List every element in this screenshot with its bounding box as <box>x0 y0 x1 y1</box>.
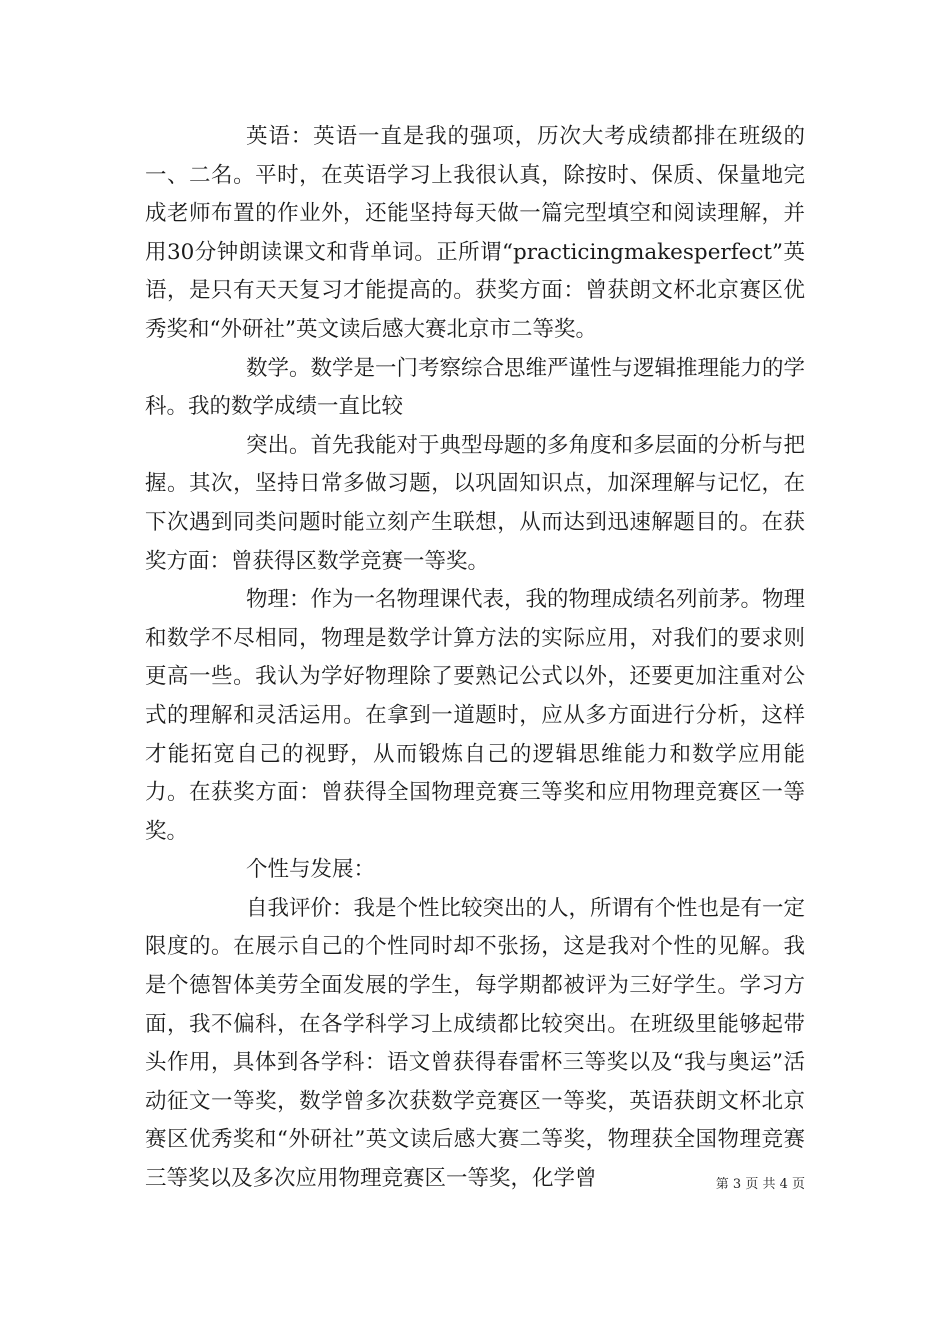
document-body <box>145 118 805 1199</box>
paragraph-physics: 物理：作为一名物理课代表，我的物理成绩名列前茅。物理和数学不尽相同，物理是数学计算方法的实际应用，对我们的要求则更高一些。我认为学好物理除了要熟记公式以外，还要更加注重对公式的理解和灵活运用。在拿到一道题时，应从多方面进行分析，这样才能拓宽自己的视野，从而锻炼自己的逻辑思维能力和数学应用能力。在获奖方面：曾获得全国物理竞赛三等奖和应用物理竞赛区一等奖。 <box>145 587 806 844</box>
section-heading-personality: 个性与发展： <box>246 857 376 883</box>
page-number: 第 3 页 共 4 页 <box>715 1177 805 1192</box>
paragraph-math: 数学。数学是一门考察综合思维严谨性与逻辑推理能力的学科。我的数学成绩一直比较 <box>145 355 806 420</box>
paragraph-math-continued: 突出。首先我能对于典型母题的多角度和多层面的分析与把握。其次，坚持日常多做习题，以巩固知识点，加深理解与记忆，在下次遇到同类问题时能立刻产生联想，从而达到迅速解题目的。在获奖方面：曾获得区数学竞赛一等奖。 <box>145 432 806 574</box>
paragraph-self-evaluation: 自我评价：我是个性比较突出的人，所谓有个性也是有一定限度的。在展示自己的个性同时却不张扬，这是我对个性的见解。我是个德智体美劳全面发展的学生，每学期都被评为三好学生。学习方面，我不偏科，在各学科学习上成绩都比较突出。在班级里能够起带头作用，具体到各学科：语文曾获得春雷杯三等奖以及“我与奥运”活动征文一等奖，数学曾多次获数学竞赛区一等奖，英语获朗文杯北京赛区优秀奖和“外研社”英文读后感大赛二等奖，物理获全国物理竞赛三等奖以及多次应用物理竞赛区一等奖，化学曾 <box>145 895 806 1192</box>
paragraph-english: 英语：英语一直是我的强项，历次大考成绩都排在班级的一、二名。平时，在英语学习上我很认真，除按时、保质、保量地完成老师布置的作业外，还能坚持每天做一篇完型填空和阅读理解，并用30分钟朗读课文和背单词。正所谓“practicingmakesperfect”英语，是只有天天复习才能提高的。获奖方面：曾获朗文杯北京赛区优秀奖和“外研社”英文读后感大赛北京市二等奖。 <box>145 124 805 342</box>
